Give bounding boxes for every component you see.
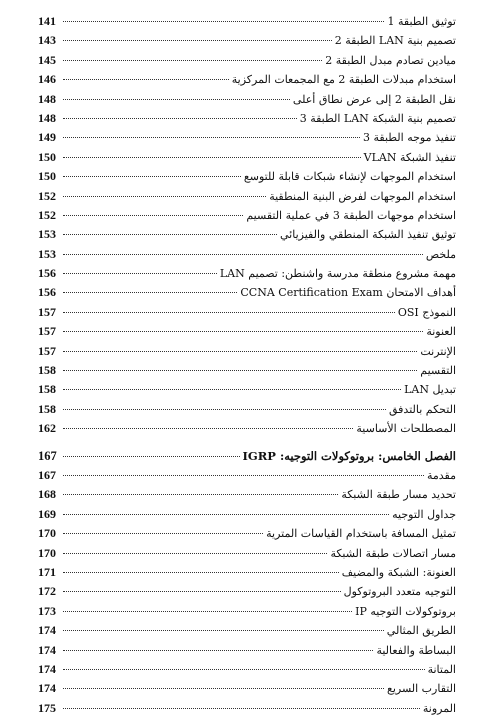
toc-entry xyxy=(38,225,456,244)
page-number: 170 xyxy=(38,545,56,560)
toc-entry xyxy=(38,621,456,640)
dot-leader xyxy=(63,234,277,235)
page-number: 162 xyxy=(38,421,56,436)
entry-title: استخدام الموجهات لفرض البنية المنطقية xyxy=(269,189,456,203)
dot-leader xyxy=(63,389,401,390)
dot-leader xyxy=(63,254,423,255)
page-number: 174 xyxy=(38,623,56,638)
dot-leader xyxy=(63,494,338,495)
page-number: 158 xyxy=(38,401,56,416)
entry-title: بروتوكولات التوجيه IP xyxy=(355,604,456,618)
dot-leader xyxy=(63,572,339,573)
entry-title: التقارب السريع xyxy=(386,682,456,696)
toc-entry xyxy=(38,70,456,89)
dot-leader xyxy=(63,331,423,332)
page-number: 156 xyxy=(38,266,56,281)
entry-title: العنونة xyxy=(426,325,456,339)
dot-leader xyxy=(63,79,229,80)
toc-entry xyxy=(38,148,456,167)
dot-leader xyxy=(63,351,417,352)
dot-leader xyxy=(63,118,297,119)
page-number: 149 xyxy=(38,130,56,145)
dot-leader xyxy=(63,215,243,216)
dot-leader xyxy=(63,456,240,457)
page-number: 156 xyxy=(38,285,56,300)
page-number: 157 xyxy=(38,343,56,358)
entry-title: العنونة: الشبكة والمضيف xyxy=(341,565,456,579)
toc-entry xyxy=(38,342,456,361)
page-number: 143 xyxy=(38,33,56,48)
toc-entry xyxy=(38,31,456,50)
page-number: 173 xyxy=(38,603,56,618)
entry-title: المرونة xyxy=(422,701,456,715)
toc-entry xyxy=(38,699,456,718)
toc-entry xyxy=(38,602,456,621)
toc-entry xyxy=(38,505,456,524)
entry-title: تصميم بنية الشبكة LAN الطبقة 3 xyxy=(299,111,456,125)
page-number: 158 xyxy=(38,363,56,378)
entry-title: مسار اتصالات طبقة الشبكة xyxy=(330,546,456,560)
entry-title: المصطلحات الأساسية xyxy=(356,422,456,436)
entry-title: تنفيذ موجه الطبقة 3 xyxy=(362,131,456,145)
page-number: 169 xyxy=(38,506,56,521)
entry-title: أهداف الامتحان CCNA Certification Exam xyxy=(240,286,456,300)
toc-entry xyxy=(38,400,456,419)
toc-entry xyxy=(38,679,456,698)
dot-leader xyxy=(63,591,341,592)
dot-leader xyxy=(63,533,263,534)
toc-entry xyxy=(38,419,456,438)
dot-leader xyxy=(63,137,360,138)
page-number: 146 xyxy=(38,72,56,87)
toc-entry xyxy=(38,303,456,322)
toc-entry xyxy=(38,128,456,147)
page-number: 152 xyxy=(38,207,56,222)
toc-entry xyxy=(38,109,456,128)
entry-title: الطريق المثالي xyxy=(386,624,456,638)
dot-leader xyxy=(63,21,384,22)
dot-leader xyxy=(63,669,425,670)
dot-leader xyxy=(63,157,361,158)
page-number: 145 xyxy=(38,52,56,67)
page-number: 141 xyxy=(38,14,56,28)
entry-title: التوجيه متعدد البروتوكول xyxy=(343,585,456,599)
entry-title: التحكم بالتدفق xyxy=(388,402,456,416)
page-number: 175 xyxy=(38,700,56,715)
toc-entry xyxy=(38,51,456,70)
dot-leader xyxy=(63,60,322,61)
page-number: 171 xyxy=(38,564,56,579)
toc-entry xyxy=(38,641,456,660)
page-number: 172 xyxy=(38,584,56,599)
toc-entry xyxy=(38,322,456,341)
toc-entry xyxy=(38,563,456,582)
dot-leader xyxy=(63,428,353,429)
entry-title: جداول التوجيه xyxy=(392,507,456,521)
page-number: 152 xyxy=(38,188,56,203)
page-number: 167 xyxy=(38,467,56,482)
entry-title: استخدام مبدلات الطبقة 2 مع المجمعات المركزية xyxy=(231,73,456,87)
toc-entry xyxy=(38,485,456,504)
toc-entry xyxy=(38,361,456,380)
dot-leader xyxy=(63,630,384,631)
page-number: 153 xyxy=(38,227,56,242)
entry-title: استخدام موجهات الطبقة 3 في عملية التقسيم xyxy=(246,208,456,222)
dot-leader xyxy=(63,273,217,274)
toc-entry xyxy=(38,264,456,283)
page-number: 167 xyxy=(38,448,57,463)
page-number: 174 xyxy=(38,681,56,696)
entry-title: تبديل LAN xyxy=(404,383,456,397)
dot-leader xyxy=(63,99,290,100)
toc-entry xyxy=(38,187,456,206)
entry-title: توثيق الطبقة 1 xyxy=(387,15,456,28)
entry-title: نقل الطبقة 2 إلى عرض نطاق أعلى xyxy=(292,92,456,106)
entry-title: توثيق تنفيذ الشبكة المنطقي والفيزيائي xyxy=(280,228,456,242)
toc-entry xyxy=(38,12,456,31)
dot-leader xyxy=(63,40,332,41)
toc-entry xyxy=(38,524,456,543)
dot-leader xyxy=(63,475,424,476)
dot-leader xyxy=(63,553,327,554)
dot-leader xyxy=(63,312,395,313)
dot-leader xyxy=(63,708,420,709)
dot-leader xyxy=(63,409,386,410)
page-number: 153 xyxy=(38,246,56,261)
page-number: 174 xyxy=(38,642,56,657)
entry-title: تصميم بنية LAN الطبقة 2 xyxy=(334,34,456,48)
entry-title: مقدمة xyxy=(426,468,456,482)
toc-entry xyxy=(38,380,456,399)
dot-leader xyxy=(63,650,373,651)
chapter-heading-row xyxy=(38,447,456,466)
chapter-title: الفصل الخامس: بروتوكولات التوجيه: IGRP xyxy=(242,448,456,463)
dot-leader xyxy=(63,176,241,177)
entry-title: ملخص xyxy=(425,247,456,261)
page-number: 148 xyxy=(38,110,56,125)
dot-leader xyxy=(63,292,237,293)
page-number: 168 xyxy=(38,487,56,502)
toc-entry xyxy=(38,544,456,563)
entry-title: تحديد مسار طبقة الشبكة xyxy=(341,488,456,502)
toc-entry xyxy=(38,90,456,109)
page-number: 157 xyxy=(38,324,56,339)
toc-entry xyxy=(38,167,456,186)
page-number: 174 xyxy=(38,661,56,676)
page-number: 157 xyxy=(38,304,56,319)
table-of-contents xyxy=(38,12,456,718)
entry-title: استخدام الموجهات لإنشاء شبكات قابلة للتوسع xyxy=(243,170,456,184)
toc-entry xyxy=(38,660,456,679)
page-number: 170 xyxy=(38,526,56,541)
entry-title: مهمة مشروع منطقة مدرسة واشنطن: تصميم LAN xyxy=(219,267,456,281)
entry-title: التقسيم xyxy=(420,364,456,378)
toc-entry xyxy=(38,283,456,302)
dot-leader xyxy=(63,370,417,371)
page-number: 150 xyxy=(38,149,56,164)
toc-entry xyxy=(38,466,456,485)
entry-title: البساطة والفعالية xyxy=(376,643,456,657)
entry-title: النموذج OSI xyxy=(397,305,456,319)
entry-title: المتانة xyxy=(427,662,456,676)
dot-leader xyxy=(63,514,389,515)
entry-title: الإنترنت xyxy=(420,344,456,358)
page-number: 150 xyxy=(38,169,56,184)
entry-title: تنفيذ الشبكة VLAN xyxy=(363,150,456,164)
entry-title: تمثيل المسافة باستخدام القياسات المترية xyxy=(266,527,456,541)
entry-title: ميادين تصادم مبدل الطبقة 2 xyxy=(325,53,456,67)
dot-leader xyxy=(63,196,266,197)
toc-entry xyxy=(38,206,456,225)
dot-leader xyxy=(63,688,384,689)
page-number: 158 xyxy=(38,382,56,397)
toc-entry xyxy=(38,582,456,601)
page-number: 148 xyxy=(38,91,56,106)
dot-leader xyxy=(63,611,352,612)
toc-entry xyxy=(38,245,456,264)
